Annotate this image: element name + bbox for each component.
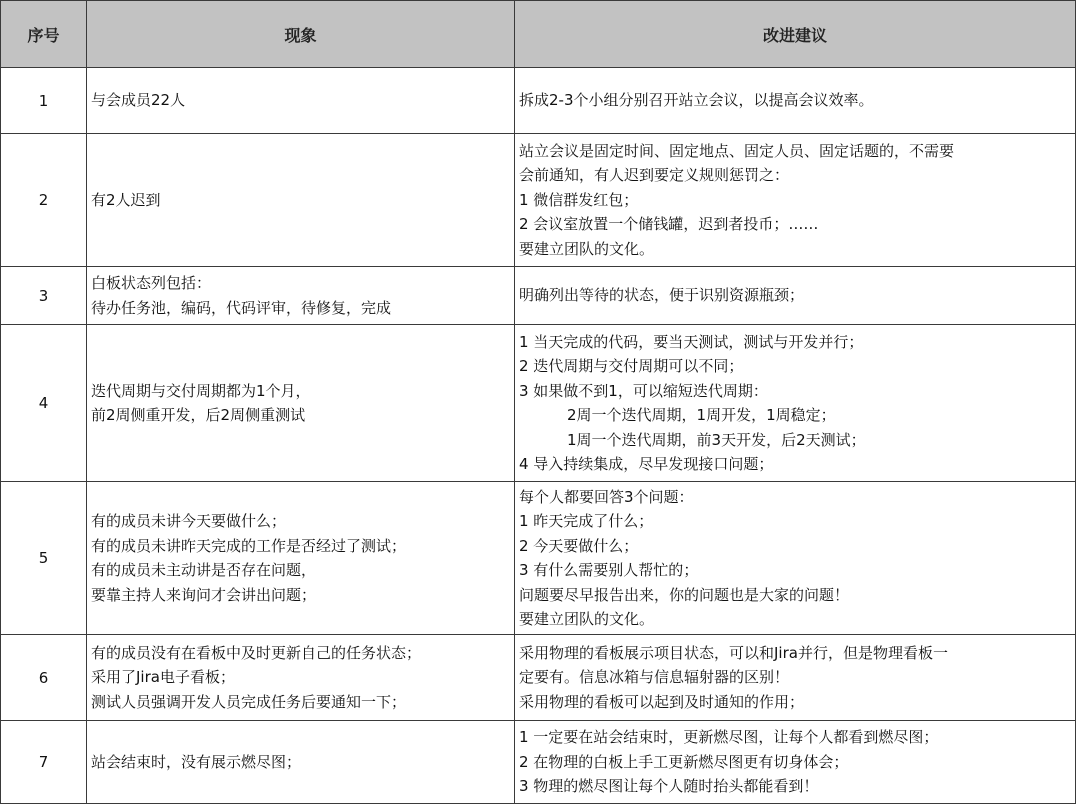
phenomenon-line: 站会结束时，没有展示燃尽图；	[91, 752, 302, 771]
suggestion-line: 2 在物理的白板上手工更新燃尽图更有切身体会；	[519, 752, 849, 771]
suggestion-line: 2 今天要做什么；	[519, 536, 639, 555]
row-number: 7	[1, 721, 87, 804]
suggestion-cell	[515, 482, 1076, 635]
phenomenon-line: 有的成员未讲今天要做什么；	[91, 512, 287, 530]
suggestion-line: 2 会议室放置一个储钱罐，迟到者投币；……	[519, 215, 819, 234]
suggestion-line: 站立会议是固定时间、固定地点、固定人员、固定话题的，不需要	[519, 141, 955, 160]
phenomenon-line: 迭代周期与交付周期都为1个月，	[91, 381, 311, 400]
table-row	[1, 134, 1076, 267]
phenomenon-cell	[87, 482, 515, 635]
table-row	[1, 267, 1076, 325]
table-row	[1, 482, 1076, 635]
phenomenon-cell	[87, 68, 515, 134]
phenomenon-line: 测试人员强调开发人员完成任务后要通知一下；	[91, 692, 407, 711]
phenomenon-cell	[87, 721, 515, 804]
suggestion-line: 明确列出等待的状态，便于识别资源瓶颈；	[519, 286, 805, 305]
row-number: 6	[1, 635, 87, 721]
suggestion-line: 1 当天完成的代码，要当天测试，测试与开发并行；	[519, 332, 864, 351]
suggestion-line: 4 导入持续集成，尽早发现接口问题；	[519, 455, 774, 473]
header-suggestion: 改进建议	[515, 1, 1076, 68]
suggestion-cell	[515, 134, 1076, 267]
suggestion-line: 定要有。信息冰箱与信息辐射器的区别！	[519, 668, 790, 687]
row-number: 5	[1, 482, 87, 635]
header-row	[1, 1, 1076, 68]
row-number: 2	[1, 134, 87, 267]
table-row	[1, 635, 1076, 721]
suggestion-line: 要建立团队的文化。	[519, 610, 655, 628]
phenomenon-line: 白板状态列包括：	[91, 274, 212, 292]
suggestion-cell	[515, 635, 1076, 721]
suggestion-line: 每个人都要回答3个问题：	[519, 487, 694, 506]
suggestion-cell	[515, 68, 1076, 134]
phenomenon-cell	[87, 134, 515, 267]
suggestion-line: 会前通知，有人迟到要定义规则惩罚之：	[519, 166, 790, 185]
suggestion-line: 3 如果做不到1，可以缩短迭代周期：	[519, 381, 768, 400]
phenomenon-line: 有2人迟到	[91, 190, 161, 209]
phenomenon-line: 前2周侧重开发，后2周侧重测试	[91, 406, 306, 424]
suggestion-line: 拆成2-3个小组分别召开站立会议，以提高会议效率。	[519, 91, 874, 110]
row-number: 1	[1, 68, 87, 134]
suggestion-line: 2周一个迭代周期，1周开发，1周稳定；	[567, 406, 836, 424]
suggestion-line: 1周一个迭代周期，前3天开发，后2天测试；	[567, 430, 866, 449]
suggestion-line: 3 物理的燃尽图让每个人随时抬头都能看到！	[519, 777, 819, 796]
suggestion-line: 1 一定要在站会结束时，更新燃尽图，让每个人都看到燃尽图；	[519, 728, 939, 747]
phenomenon-line: 有的成员未主动讲是否存在问题，	[91, 561, 317, 579]
phenomenon-cell	[87, 267, 515, 325]
suggestion-line: 2 迭代周期与交付周期可以不同；	[519, 357, 744, 375]
phenomenon-line: 有的成员未讲昨天完成的工作是否经过了测试；	[91, 536, 407, 555]
phenomenon-line: 有的成员没有在看板中及时更新自己的任务状态；	[91, 643, 422, 662]
phenomenon-line: 与会成员22人	[91, 91, 186, 110]
suggestion-cell	[515, 325, 1076, 482]
phenomenon-cell	[87, 635, 515, 721]
suggestion-cell	[515, 721, 1076, 804]
table-row	[1, 325, 1076, 482]
header-phenomenon: 现象	[87, 1, 515, 68]
header-num: 序号	[1, 1, 87, 68]
suggestion-line: 采用物理的看板展示项目状态，可以和Jira并行，但是物理看板一	[519, 643, 948, 662]
row-number: 3	[1, 267, 87, 325]
suggestion-line: 1 微信群发红包；	[519, 190, 639, 209]
table-row	[1, 721, 1076, 804]
suggestion-line: 问题要尽早报告出来，你的问题也是大家的问题！	[519, 585, 850, 604]
suggestion-line: 1 昨天完成了什么；	[519, 512, 654, 530]
suggestion-line: 采用物理的看板可以起到及时通知的作用；	[519, 692, 805, 711]
phenomenon-line: 待办任务池，编码，代码评审，待修复，完成	[91, 298, 392, 317]
phenomenon-line: 采用了Jira电子看板；	[91, 668, 235, 687]
suggestion-line: 要建立团队的文化。	[519, 239, 655, 258]
table-row	[1, 68, 1076, 134]
phenomenon-line: 要靠主持人来询问才会讲出问题；	[91, 585, 317, 604]
suggestion-cell	[515, 267, 1076, 325]
phenomenon-cell	[87, 325, 515, 482]
suggestion-line: 3 有什么需要别人帮忙的；	[519, 561, 699, 579]
row-number: 4	[1, 325, 87, 482]
